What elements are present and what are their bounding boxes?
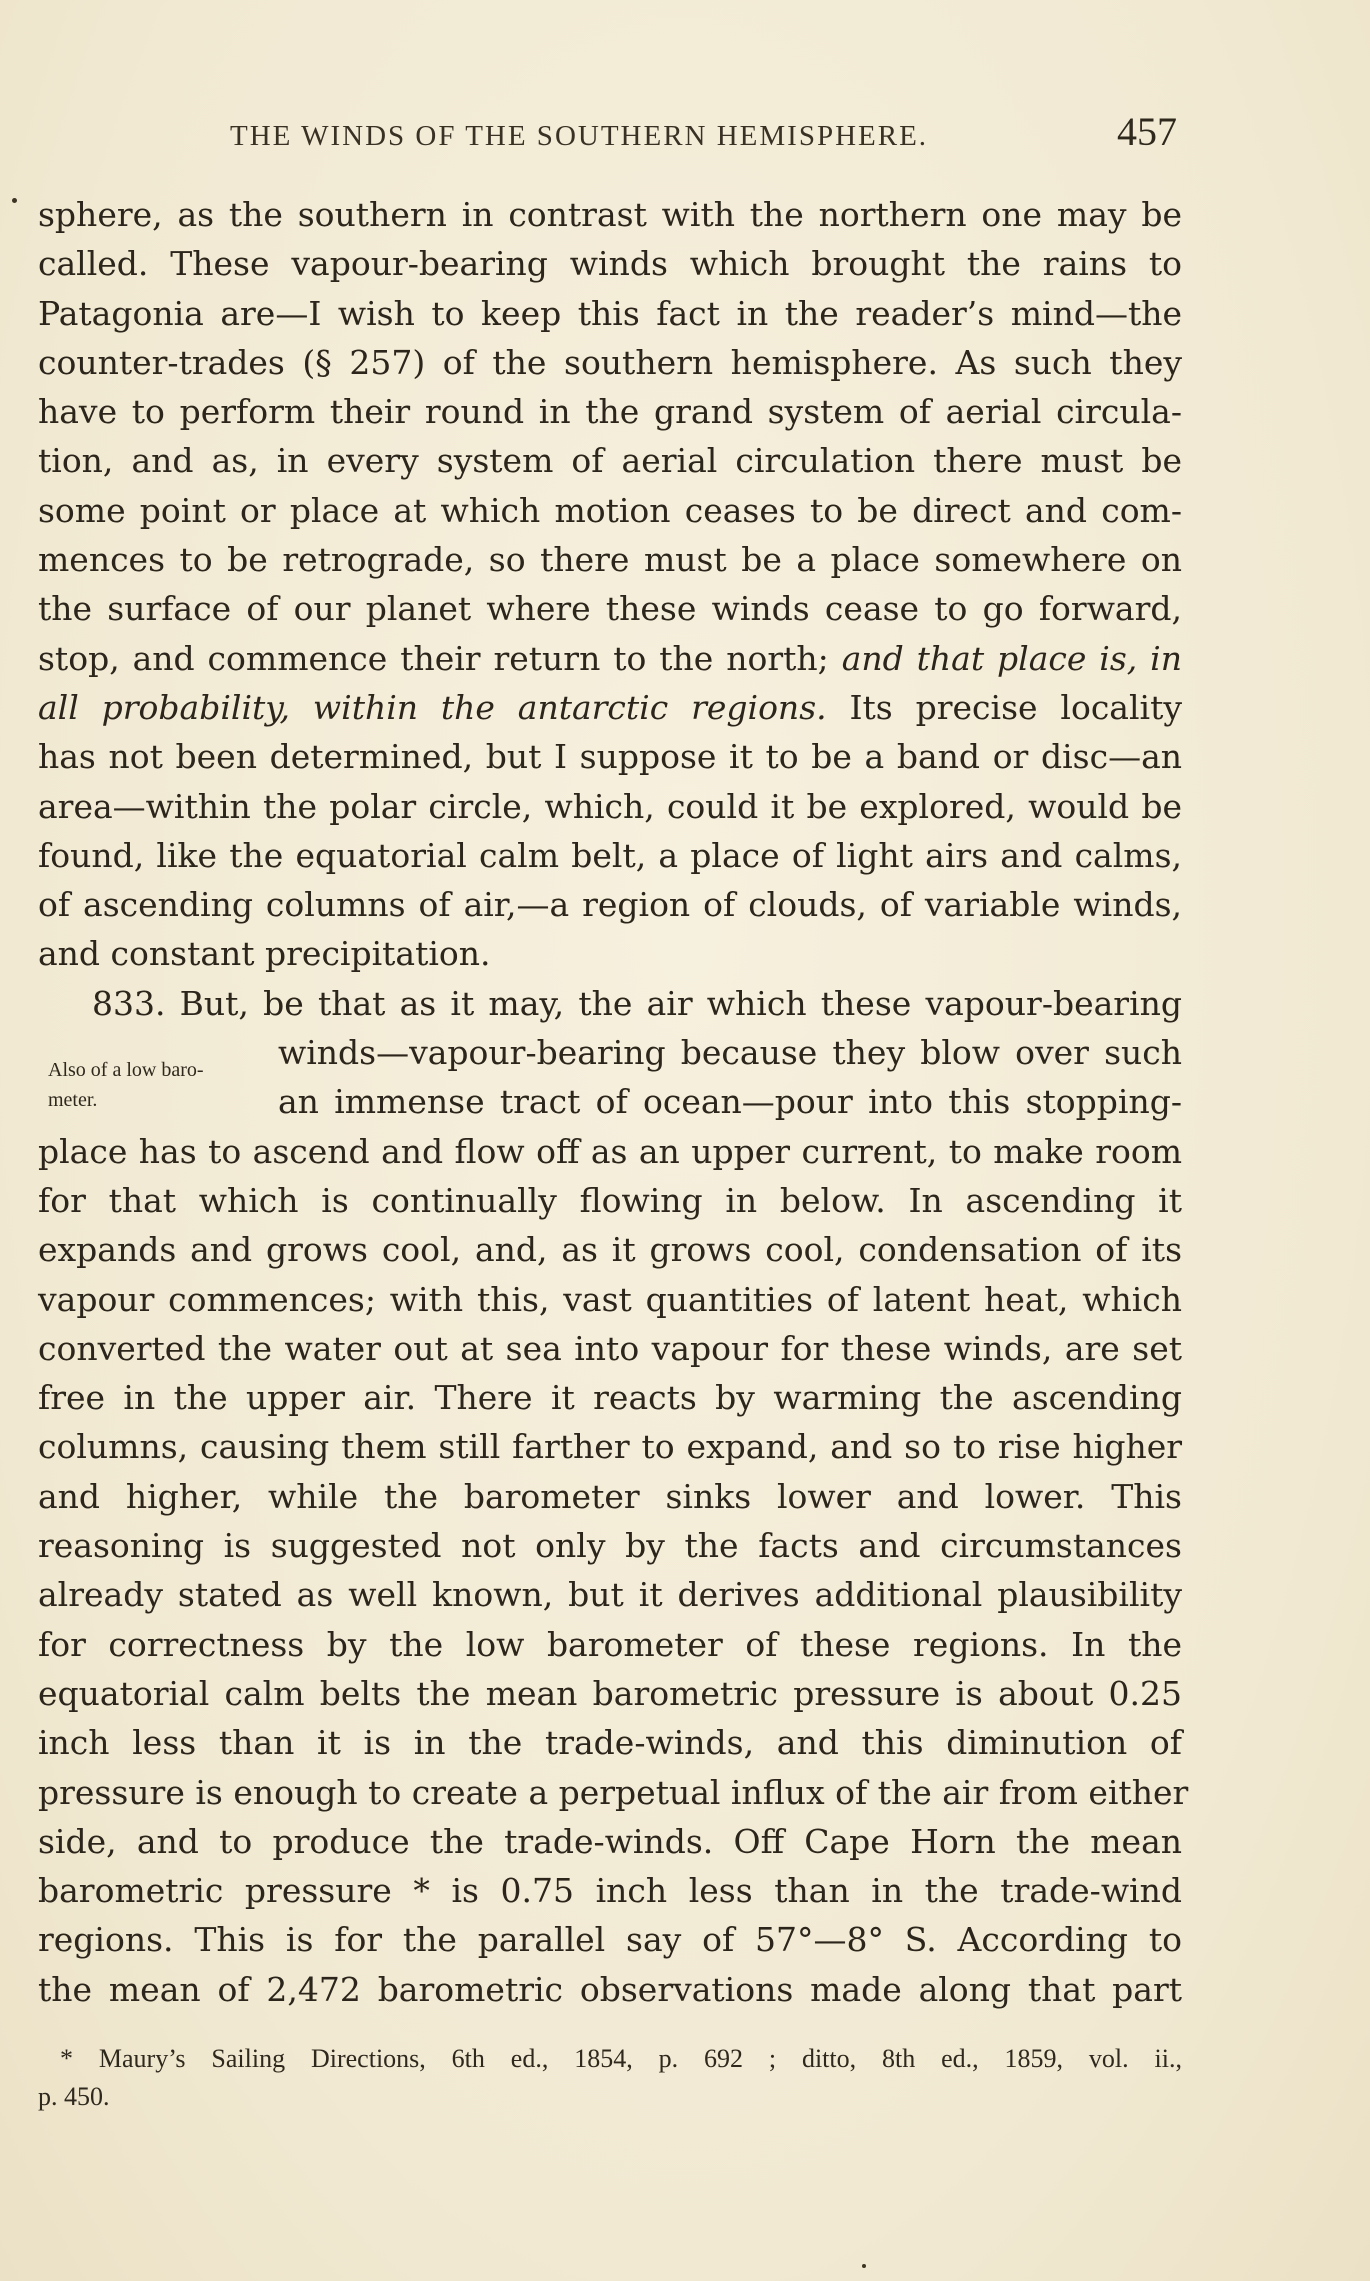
text-line-mixed (38, 683, 1182, 732)
text-line-mixed (38, 634, 1182, 683)
text-line: reasoning is suggested not only by the facts and circumstances (38, 1526, 1182, 1566)
text-line: counter-trades (§ 257) of the southern hemisphere. As such they (38, 342, 1182, 382)
footnote-line: * Maury’s Sailing Directions, 6th ed., 1854, p. 692 ; ditto, 8th ed., 1859, vol. ii., (60, 2044, 1182, 2073)
text-line: has not been determined, but I suppose it to be a band or disc—an (38, 737, 1182, 777)
text-line: the mean of 2,472 barometric observations made along that part (38, 1969, 1182, 2009)
text-line: barometric pressure * is 0.75 inch less than in the trade-wind (38, 1871, 1182, 1911)
text-line: the surface of our planet where these winds cease to go forward, (38, 589, 1182, 629)
italic-run: and that place is, in (841, 638, 1182, 678)
text-line: an immense tract of ocean—pour into this stopping- (278, 1082, 1182, 1122)
text-line: and higher, while the barometer sinks lower and lower. This (38, 1476, 1182, 1516)
page-header (0, 108, 1370, 158)
body-text (38, 190, 1189, 2014)
text-line: sphere, as the southern in contrast with the northern one may be (38, 195, 1182, 234)
italic-run: all probability, within the antarctic regions. (38, 687, 827, 727)
text-line: inch less than it is in the trade-winds, and this diminution of (38, 1723, 1182, 1763)
text-line: and constant precipitation. (38, 934, 491, 974)
text-line: have to perform their round in the grand system of aerial circula- (38, 392, 1182, 432)
footnote (38, 2040, 1182, 2116)
text-line: columns, causing them still farther to expand, and so to rise higher (38, 1427, 1182, 1467)
text-line: place has to ascend and flow off as an upper current, to make room (38, 1131, 1182, 1171)
text-line: found, like the equatorial calm belt, a place of light airs and calms, (38, 835, 1182, 875)
text-line: converted the water out at sea into vapour for these winds, are set (38, 1328, 1182, 1368)
text-line: already stated as well known, but it derives additional plausibility (38, 1575, 1182, 1615)
text-line: Patagonia are—I wish to keep this fact in the reader’s mind—the (38, 293, 1182, 333)
running-head: THE WINDS OF THE SOUTHERN HEMISPHERE. (230, 120, 929, 152)
page-number: 457 (1117, 109, 1177, 154)
text-line: expands and grows cool, and, as it grows cool, condensation of its (38, 1230, 1182, 1270)
text-line: for correctness by the low barometer of these regions. In the (38, 1624, 1182, 1664)
footnote-line: p. 450. (38, 2082, 110, 2111)
text-line: side, and to produce the trade-winds. Off Cape Horn the mean (38, 1821, 1182, 1861)
marginal-note-line: Also of a low baro- (48, 1059, 204, 1081)
text-line: area—within the polar circle, which, could it be explored, would be (38, 786, 1182, 826)
marginal-note (48, 1055, 204, 1115)
text-line: called. These vapour-bearing winds which brought the rains to (38, 244, 1182, 284)
text-line: equatorial calm belts the mean barometric pressure is about 0.25 (38, 1673, 1182, 1713)
text-run: Its precise locality (849, 687, 1182, 727)
text-line: pressure is enough to create a perpetual influx of the air from either (38, 1772, 1189, 1812)
text-line: of ascending columns of air,—a region of clouds, of variable winds, (38, 885, 1182, 925)
page-speck (862, 2264, 866, 2268)
page-speck (12, 198, 17, 203)
paragraph-833-start: 833. But, be that as it may, the air which these vapour-bearing (92, 983, 1182, 1023)
text-line: mences to be retrograde, so there must be a place somewhere on (38, 540, 1182, 580)
text-line: for that which is continually flowing in below. In ascending it (38, 1180, 1182, 1220)
text-line: some point or place at which motion ceases to be direct and com- (38, 490, 1182, 530)
text-line: regions. This is for the parallel say of 57°—8° S. According to (38, 1920, 1182, 1960)
text-line: tion, and as, in every system of aerial circulation there must be (38, 441, 1182, 481)
text-line: winds—vapour-bearing because they blow over such (278, 1033, 1182, 1073)
text-run: stop, and commence their return to the north; (38, 638, 829, 678)
text-line: free in the upper air. There it reacts by warming the ascending (38, 1378, 1182, 1418)
marginal-note-line: meter. (48, 1089, 98, 1111)
text-line: vapour commences; with this, vast quantities of latent heat, which (38, 1279, 1182, 1319)
